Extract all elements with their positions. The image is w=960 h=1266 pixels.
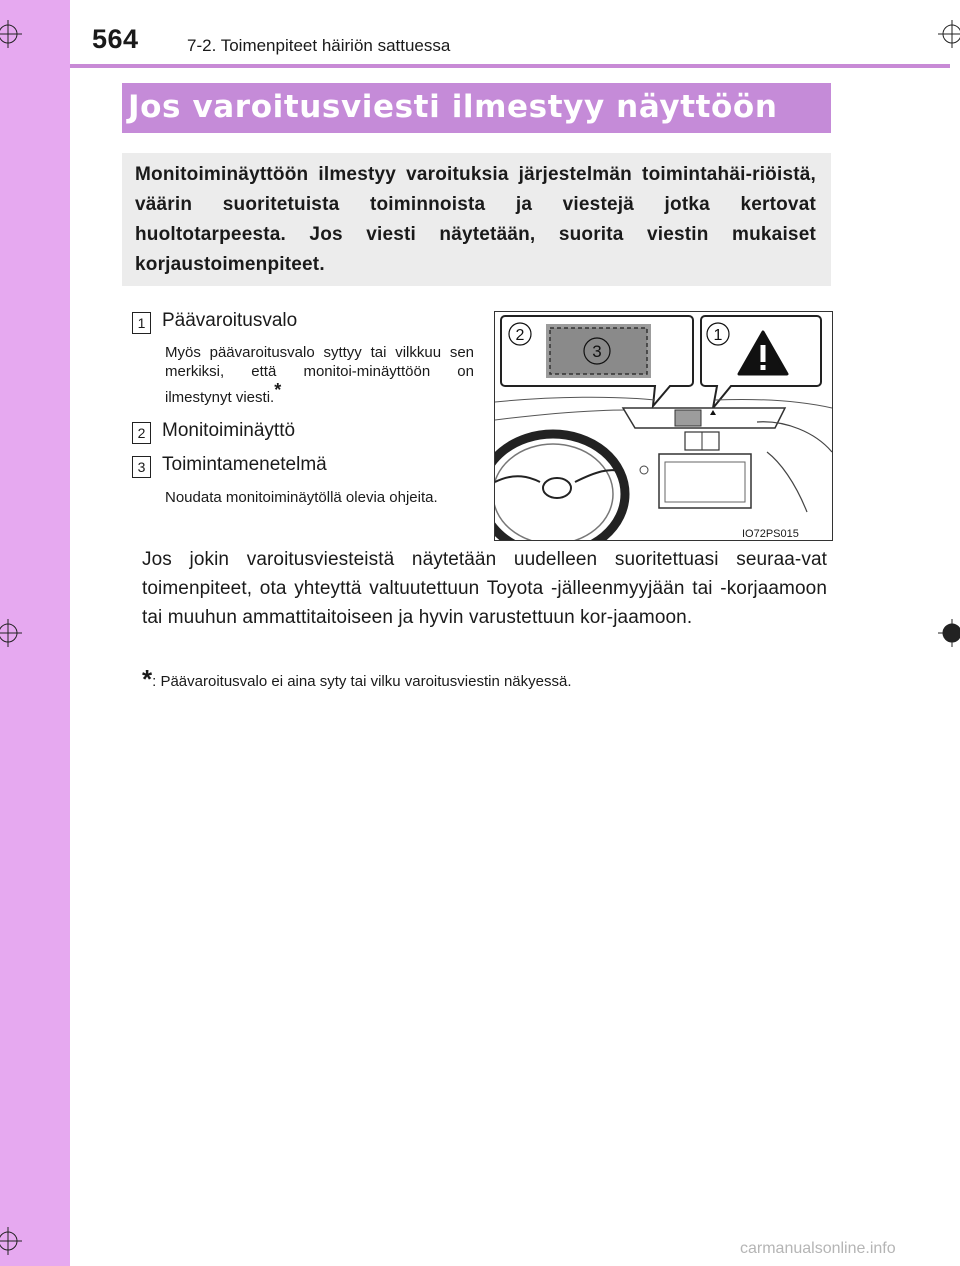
callout-3-label: 3 xyxy=(592,342,602,361)
item-number-badge: 2 xyxy=(132,422,151,444)
section-label: 7-2. Toimenpiteet häiriön sattuessa xyxy=(187,36,451,55)
crop-mark xyxy=(0,619,22,647)
item-number-badge: 3 xyxy=(132,456,151,478)
crop-mark xyxy=(0,1227,22,1255)
page-title: Jos varoitusviesti ilmestyy näyttöön xyxy=(128,89,778,125)
crop-mark xyxy=(938,20,960,48)
intro-text: Monitoiminäyttöön ilmestyy varoituksia järjestelmän toimintahäi-riöistä, väärin suoritetuista toiminnoista ja viestejä jotka kertovat huoltotarpeesta. Jos viesti näytetään, suorita viestin mukaiset korjaustoimenpiteet. xyxy=(135,164,816,275)
item-description xyxy=(165,343,474,407)
footnote-mark: * xyxy=(142,664,153,694)
header-rule xyxy=(70,64,950,68)
callout-1-label: 1 xyxy=(713,327,723,344)
dashboard-illustration xyxy=(494,311,833,541)
item-description: Noudata monitoiminäytöllä olevia ohjeita. xyxy=(165,489,438,506)
item-title: Toimintamenetelmä xyxy=(162,454,327,475)
footnote xyxy=(142,664,572,695)
dashboard-drawing xyxy=(495,312,832,540)
item-number-badge: 1 xyxy=(132,312,151,334)
body-paragraph: Jos jokin varoitusviesteistä näytetään uudelleen suoritettuasi seuraa-vat toimenpiteet, ota yhteyttä valtuutettuun Toyota -jälleenmyyjään tai -korjaamoon tai muuhun ammattitaitoiseen ja hyvin varustettuun kor-jaamoon. xyxy=(142,549,827,628)
footnote-mark: * xyxy=(274,380,282,400)
crop-mark xyxy=(938,619,960,647)
item-description-text: Myös päävaroitusvalo syttyy tai vilkkuu sen merkiksi, että monitoi-minäyttöön on ilmestynyt viesti. xyxy=(165,344,474,406)
item-title: Monitoiminäyttö xyxy=(162,420,296,441)
watermark: carmanualsonline.info xyxy=(740,1240,896,1257)
page-number: 564 xyxy=(92,24,139,54)
callout-2-label: 2 xyxy=(515,327,525,344)
footnote-text: : Päävaroitusvalo ei aina syty tai vilku varoitusviestin näkyessä. xyxy=(152,673,572,690)
item-title: Päävaroitusvalo xyxy=(162,310,298,331)
crop-mark xyxy=(0,20,22,48)
figure-code: IO72PS015 xyxy=(742,528,799,540)
